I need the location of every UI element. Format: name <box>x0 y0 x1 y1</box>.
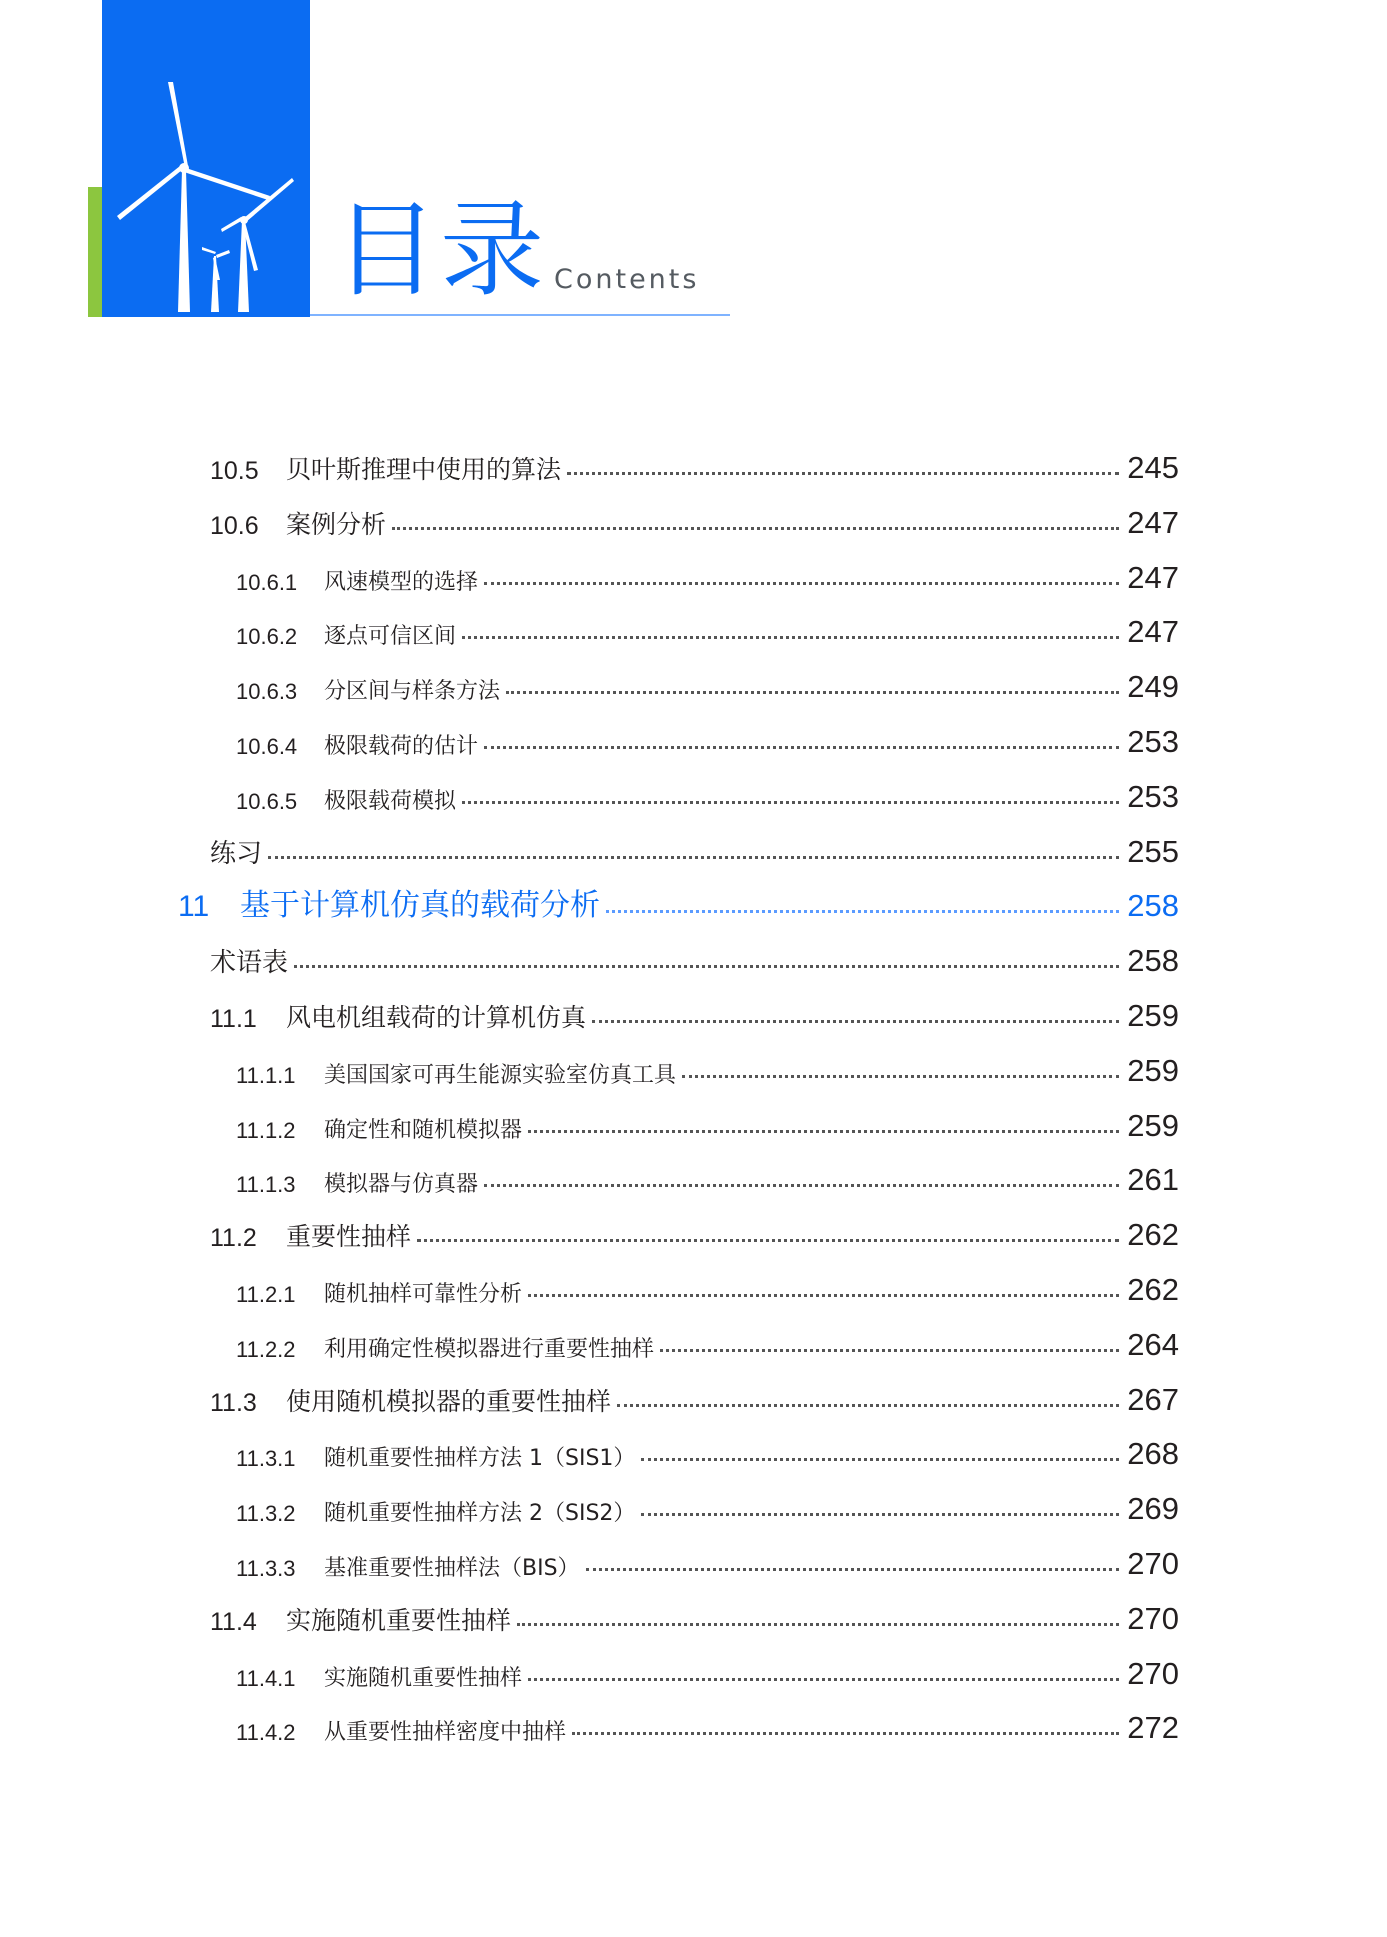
toc-entry-title: 实施随机重要性抽样 <box>286 1606 512 1635</box>
toc-entry <box>210 442 1179 486</box>
toc-entry-number: 11.3.1 <box>236 1446 296 1471</box>
toc-entry-page: 272 <box>1127 1710 1179 1745</box>
toc-entry-number: 11.4 <box>210 1608 257 1636</box>
toc-entry-number: 11.3.2 <box>236 1501 296 1526</box>
toc-entry <box>236 1538 1179 1582</box>
toc-entry-number: 10.6.2 <box>236 624 298 649</box>
toc-entry-title: 利用确定性模拟器进行重要性抽样 <box>324 1337 655 1362</box>
toc-entry-page: 270 <box>1127 1546 1179 1581</box>
toc-entry-title: 从重要性抽样密度中抽样 <box>324 1720 567 1745</box>
toc-entry-page: 247 <box>1127 560 1179 595</box>
toc-entry <box>236 606 1179 650</box>
toc-entry-title: 案例分析 <box>286 510 387 539</box>
dot-leader <box>417 1239 1119 1242</box>
toc-entry <box>236 661 1179 705</box>
toc-entry-title: 实施随机重要性抽样 <box>324 1666 523 1691</box>
toc-entry-number: 10.6.5 <box>236 789 298 814</box>
dot-leader <box>617 1404 1119 1407</box>
toc-entry-page: 259 <box>1127 1053 1179 1088</box>
toc-entry <box>210 497 1179 541</box>
dot-leader <box>294 965 1119 968</box>
toc-entry-number: 11.1.1 <box>236 1063 296 1088</box>
toc-entry-number: 10.6.1 <box>236 570 298 595</box>
toc-entry-page: 259 <box>1127 998 1179 1033</box>
toc-entry-title: 练习 <box>210 839 263 869</box>
toc-entry-title: 贝叶斯推理中使用的算法 <box>286 455 562 484</box>
toc-entry <box>210 1593 1179 1637</box>
dot-leader <box>484 582 1119 585</box>
toc-entry-page: 262 <box>1127 1272 1179 1307</box>
dot-leader <box>484 1184 1119 1187</box>
dot-leader <box>392 527 1119 530</box>
toc-entry <box>210 1374 1179 1418</box>
toc-entry-title: 风电机组载荷的计算机仿真 <box>286 1003 587 1032</box>
toc-entry-title: 美国国家可再生能源实验室仿真工具 <box>324 1063 677 1088</box>
page-title: 目录 <box>334 189 547 311</box>
toc-entry-number: 10.6.3 <box>236 679 298 704</box>
toc-entry-number: 11.1.2 <box>236 1118 296 1143</box>
toc-entry-page: 247 <box>1127 505 1179 540</box>
toc-entry <box>236 1483 1179 1527</box>
toc-entry-title: 确定性和随机模拟器 <box>324 1118 523 1143</box>
toc-entry-page: 258 <box>1127 943 1179 978</box>
toc-entry-number: 11.2.2 <box>236 1337 296 1362</box>
toc-entry-page: 264 <box>1127 1327 1179 1362</box>
dot-leader <box>528 1294 1119 1297</box>
toc-entry-number: 10.5 <box>210 457 259 485</box>
toc-entry-page: 258 <box>1127 888 1179 923</box>
toc-entry-number: 11.4.1 <box>236 1666 296 1691</box>
toc-entry-number: 11.2 <box>210 1224 257 1252</box>
toc-entry-number: 10.6.4 <box>236 734 298 759</box>
toc-entry-page: 249 <box>1127 669 1179 704</box>
dot-leader <box>592 1020 1119 1023</box>
toc-entry-number: 11.1 <box>210 1005 257 1033</box>
page-subtitle: Contents <box>554 264 700 295</box>
toc-entry <box>236 1045 1179 1089</box>
toc-entry <box>236 1264 1179 1308</box>
toc-entry-title: 随机抽样可靠性分析 <box>324 1282 523 1307</box>
toc-entry <box>236 1319 1179 1363</box>
dot-leader <box>462 636 1119 639</box>
toc-entry-title: 模拟器与仿真器 <box>324 1172 479 1197</box>
dot-leader <box>517 1623 1119 1626</box>
toc-entry-number: 11.2.1 <box>236 1282 296 1307</box>
dot-leader <box>641 1513 1119 1516</box>
toc-entry <box>236 1154 1179 1198</box>
dot-leader <box>606 910 1119 913</box>
dot-leader <box>641 1458 1119 1461</box>
toc-entry-title: 逐点可信区间 <box>324 624 457 649</box>
toc-entry-page: 269 <box>1127 1491 1179 1526</box>
toc-chapter-entry <box>178 880 1179 924</box>
dot-leader <box>586 1568 1120 1571</box>
toc-entry <box>210 990 1179 1034</box>
toc-entry-title: 术语表 <box>210 948 289 978</box>
dot-leader <box>660 1349 1119 1352</box>
toc-entry-title: 基于计算机仿真的载荷分析 <box>240 888 600 923</box>
toc-entry-number: 11.3.3 <box>236 1556 296 1581</box>
toc-entry-page: 259 <box>1127 1108 1179 1143</box>
header-green-bar <box>88 187 102 317</box>
dot-leader <box>506 691 1119 694</box>
toc-entry-title: 极限载荷的估计 <box>324 734 479 759</box>
dot-leader <box>484 746 1119 749</box>
header-underline <box>310 314 730 316</box>
toc-entry-number: 11.4.2 <box>236 1720 296 1745</box>
toc-entry-page: 267 <box>1127 1382 1179 1417</box>
dot-leader <box>528 1130 1119 1133</box>
toc-entry <box>210 826 1179 870</box>
toc-entry-title: 随机重要性抽样方法 2（SIS2） <box>324 1501 636 1526</box>
toc-entry-title: 随机重要性抽样方法 1（SIS1） <box>324 1446 636 1471</box>
toc-entry <box>236 1648 1179 1692</box>
toc-entry-page: 255 <box>1127 834 1179 869</box>
toc-entry-page: 270 <box>1127 1601 1179 1636</box>
toc-entry <box>236 552 1179 596</box>
toc-entry-title: 分区间与样条方法 <box>324 679 501 704</box>
toc-entry <box>210 935 1179 979</box>
toc-entry <box>236 771 1179 815</box>
toc-entry-page: 262 <box>1127 1217 1179 1252</box>
toc-entry-title: 使用随机模拟器的重要性抽样 <box>286 1387 612 1416</box>
toc-entry-number: 11.3 <box>210 1389 257 1417</box>
toc-entry-page: 261 <box>1127 1162 1179 1197</box>
toc-entry-page: 253 <box>1127 779 1179 814</box>
dot-leader <box>268 856 1119 859</box>
toc-entry <box>236 1702 1179 1746</box>
toc-entry-title: 重要性抽样 <box>286 1222 412 1251</box>
toc-entry-page: 245 <box>1127 450 1179 485</box>
toc-entry <box>236 716 1179 760</box>
toc-entry <box>210 1209 1179 1253</box>
toc-entry-title: 极限载荷模拟 <box>324 789 457 814</box>
toc-entry-number: 11 <box>178 890 210 923</box>
toc-entry-page: 270 <box>1127 1656 1179 1691</box>
toc-entry-title: 基准重要性抽样法（BIS） <box>324 1556 580 1581</box>
toc-entry-number: 11.1.3 <box>236 1172 296 1197</box>
toc-entry-number: 10.6 <box>210 512 259 540</box>
toc-entry-page: 247 <box>1127 614 1179 649</box>
dot-leader <box>528 1678 1119 1681</box>
header-banner <box>102 0 310 317</box>
toc-entry-page: 253 <box>1127 724 1179 759</box>
dot-leader <box>572 1732 1119 1735</box>
toc-entry <box>236 1100 1179 1144</box>
toc-entry-title: 风速模型的选择 <box>324 570 479 595</box>
toc-entry <box>236 1428 1179 1472</box>
dot-leader <box>462 801 1119 804</box>
dot-leader <box>682 1075 1119 1078</box>
wind-turbine-icon <box>102 0 310 317</box>
toc-entry-page: 268 <box>1127 1436 1179 1471</box>
dot-leader <box>567 472 1119 475</box>
